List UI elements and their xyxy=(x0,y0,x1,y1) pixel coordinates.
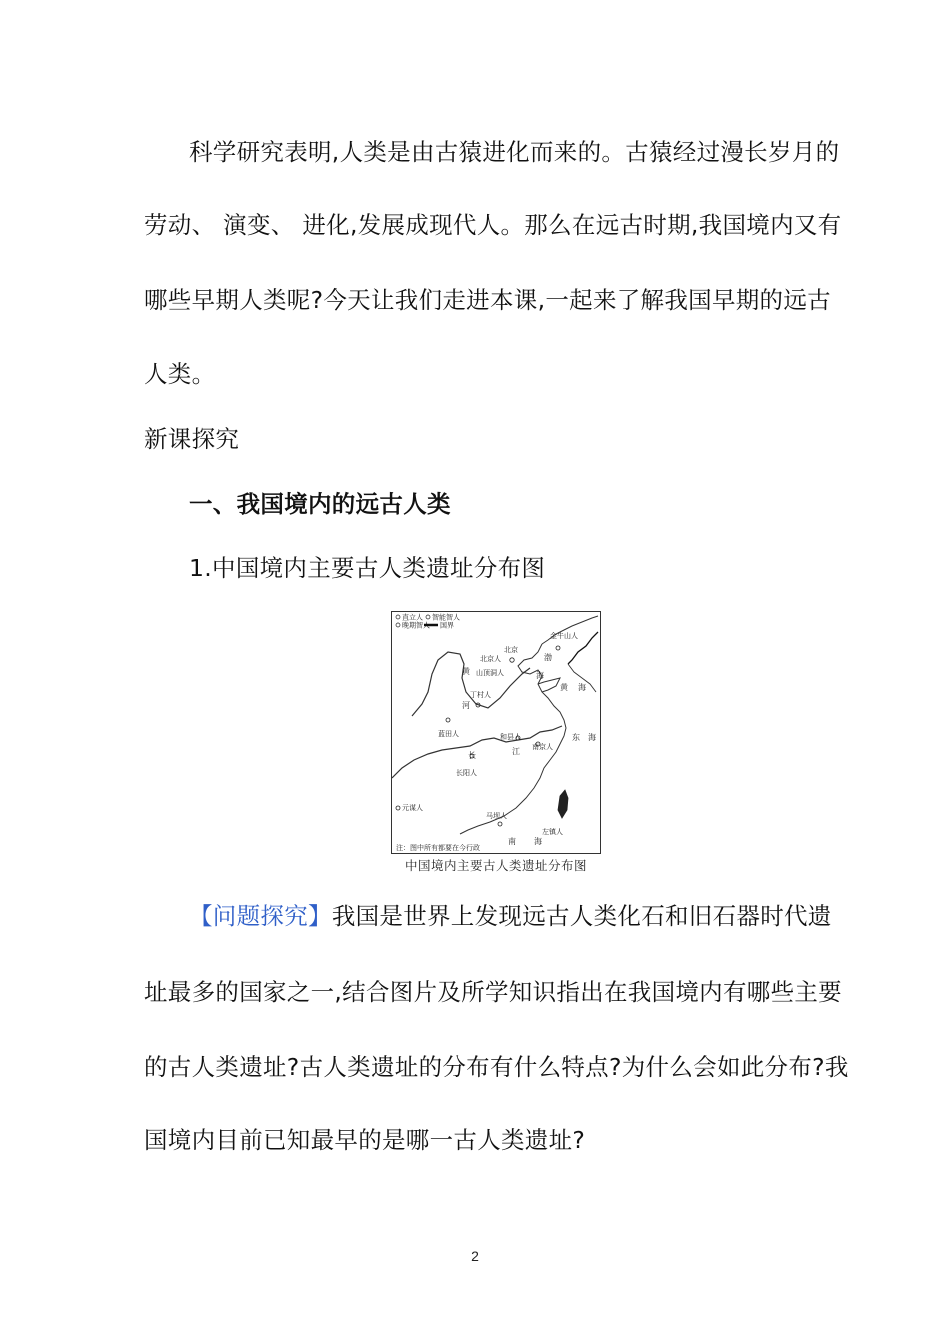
site-maba: 马坝人 xyxy=(486,812,507,820)
river-label-jiang: 江 xyxy=(512,747,520,756)
taiwan-island xyxy=(558,790,568,818)
intro-line-4: 人类。 xyxy=(144,360,216,388)
figure-heading: 1.中国境内主要古人类遗址分布图 xyxy=(189,554,546,582)
map-svg xyxy=(392,612,599,852)
question-line-2: 址最多的国家之一,结合图片及所学知识指出在我国境内有哪些主要 xyxy=(144,978,842,1006)
site-changyang: 长阳人 xyxy=(456,769,477,777)
legend-item-1: 直立人 xyxy=(402,613,423,622)
yangtze-river xyxy=(392,726,562,778)
question-line-3: 的古人类遗址?古人类遗址的分布有什么特点?为什么会如此分布?我 xyxy=(144,1053,849,1081)
site-beijingren: 北京人 xyxy=(480,655,501,663)
page-number: 2 xyxy=(471,1248,479,1264)
site-lantian: 蓝田人 xyxy=(438,730,459,738)
sea-label-huanghai: 海 xyxy=(578,683,586,692)
river-label-he: 河 xyxy=(462,701,470,710)
site-shandingdong: 山顶洞人 xyxy=(476,669,504,677)
sea-label-bo: 渤 xyxy=(544,653,552,662)
sea-label-dong: 东 xyxy=(572,733,580,742)
river-label-chang: 长 xyxy=(468,751,476,760)
intro-line-3: 哪些早期人类呢?今天让我们走进本课,一起来了解我国早期的远古 xyxy=(144,286,831,314)
legend-item-3: 晚期智人 xyxy=(402,621,430,630)
sea-label-huang: 黄 xyxy=(560,683,568,692)
map-caption: 中国境内主要古人类遗址分布图 xyxy=(404,858,587,873)
site-hexian: 和县人 xyxy=(500,733,521,741)
sea-label-donghai: 海 xyxy=(588,733,596,742)
intro-line-1: 科学研究表明,人类是由古猿进化而来的。古猿经过漫长岁月的 xyxy=(189,138,840,166)
sea-label-nanhai: 海 xyxy=(534,837,542,846)
site-zuozhen: 左镇人 xyxy=(542,828,563,836)
river-label-huang: 黄 xyxy=(462,667,470,676)
sea-label-nan: 南 xyxy=(508,837,516,846)
question-line-4: 国境内目前已知最早的是哪一古人类遗址? xyxy=(144,1126,586,1154)
legend-item-2: 智能智人 xyxy=(432,613,460,622)
site-dingcun: 丁村人 xyxy=(470,691,491,699)
site-beijing-city: 北京 xyxy=(504,646,518,654)
section-heading: 一、我国境内的远古人类 xyxy=(189,490,451,518)
intro-line-2: 劳动、 演变、 进化,发展成现代人。那么在远古时期,我国境内又有 xyxy=(144,211,842,239)
question-line-1-text: 我国是世界上发现远古人类化石和旧石器时代遗 xyxy=(331,902,832,930)
question-tag: 【问题探究】 xyxy=(189,902,332,930)
coastline xyxy=(460,616,598,834)
site-distribution-map xyxy=(391,611,601,854)
site-jinniushan: 金牛山人 xyxy=(550,632,578,640)
question-line-1 xyxy=(189,900,832,932)
sea-label-bohai: 海 xyxy=(536,671,544,680)
site-nanjing: 南京人 xyxy=(532,743,553,751)
map-note: 注：图中所有都要在今行政 xyxy=(396,844,480,852)
section-label: 新课探究 xyxy=(144,425,240,453)
yellow-river xyxy=(412,652,530,716)
map-legend xyxy=(396,613,460,630)
site-yuanmou: 元谋人 xyxy=(402,804,423,812)
legend-item-4: 国界 xyxy=(440,621,454,630)
